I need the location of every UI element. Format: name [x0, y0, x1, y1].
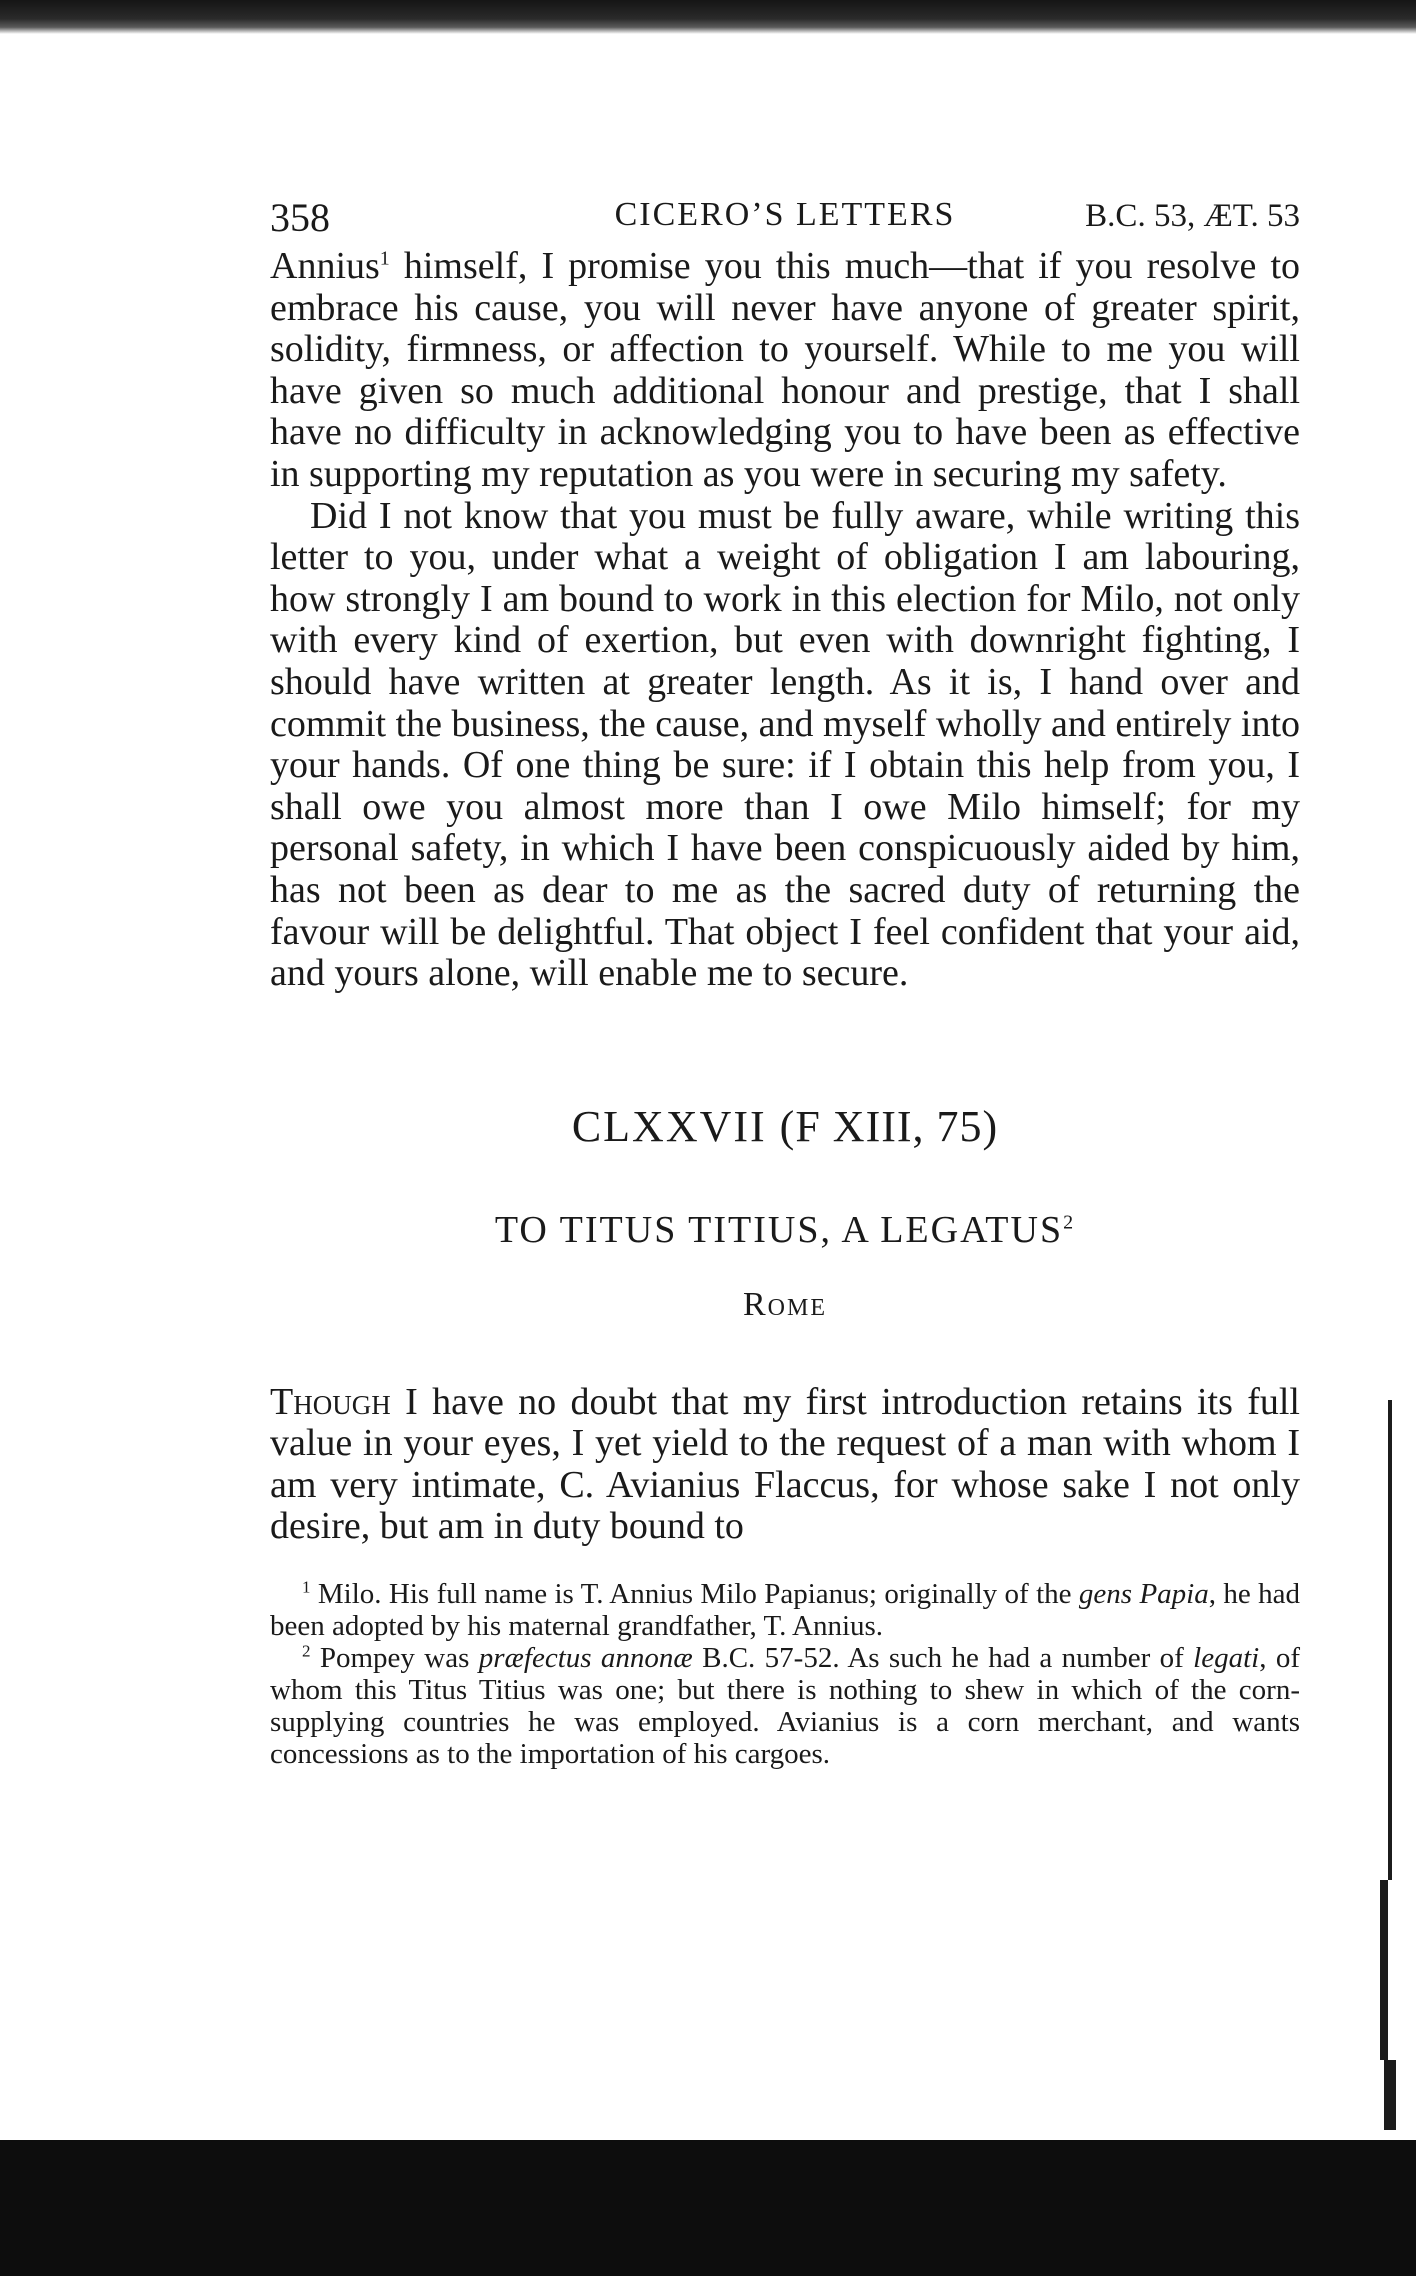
footnote-text: , he had been adopted by his maternal grandfather, T. Annius.: [270, 1578, 1301, 1643]
page-number: 358: [270, 195, 330, 240]
previous-letter-conclusion: [270, 246, 1300, 995]
footnote-italic: legati: [1193, 1642, 1260, 1675]
footnote-text: , of whom this Titus Titius was one; but there is nothing to shew in which of the corn-supplying countries he was employed. Avianius is a corn merchant, and wants concessions as to the importation of his cargoes.: [270, 1642, 1300, 1771]
scan-right-edge-mark: [1380, 1880, 1388, 2060]
letter-place: Rome: [742, 1285, 827, 1323]
letter-recipient: [270, 1208, 1300, 1252]
running-date: B.C. 53, ÆT. 53: [1085, 198, 1300, 234]
footnote-text: Pompey was: [310, 1642, 479, 1675]
footnote-text: B.C. 57-52. As such he had a number of: [692, 1642, 1194, 1675]
footnote-marker: 2: [1063, 1211, 1076, 1234]
paragraph-text: himself, I promise you this much—that if you resolve to embrace his cause, you will never have anyone of greater spirit, solidity, firmness, or affection to yourself. While to me you will have given so much additional honour and prestige, that I shall have no difficulty in acknowledging you to have been as effective in supporting my reputation as you were in securing my safety.: [270, 245, 1300, 495]
paragraph-text: I have no doubt that my first introduction retains its full value in your eyes, I yet yield to the request of a man with whom I am very intimate, C. Avianius Flaccus, for whose sake I not only desire, but am in duty bound to: [270, 1380, 1300, 1548]
footnote-number: 1: [302, 1577, 311, 1597]
paragraph: [270, 246, 1300, 496]
footnote-marker: 1: [379, 247, 390, 270]
footnotes: [270, 1578, 1300, 1770]
running-title: CICERO’S LETTERS: [614, 196, 956, 233]
letter-reference: (F XIII, 75): [779, 1101, 999, 1151]
paragraph-text: Annius: [270, 245, 380, 287]
scan-top-edge: [0, 0, 1416, 34]
footnote-number: 2: [302, 1641, 311, 1661]
footnote-text: Milo. His full name is T. Annius Milo Papianus; originally of the: [310, 1578, 1079, 1611]
footnote-italic: præfectus annonæ: [478, 1642, 693, 1675]
letter-heading: [270, 1101, 1300, 1152]
letter-number: CLXXVII: [571, 1101, 767, 1151]
paragraph: [270, 1382, 1300, 1548]
scan-bottom-edge: [0, 2140, 1416, 2276]
book-page: [270, 190, 1300, 1770]
letter-body: [270, 1382, 1300, 1548]
footnote-italic: gens Papia: [1078, 1578, 1209, 1611]
opening-word: Though: [270, 1380, 391, 1423]
running-head: [270, 190, 1300, 246]
footnote: [270, 1578, 1300, 1642]
recipient-text: TO TITUS TITIUS, A LEGATUS: [494, 1208, 1064, 1251]
footnote: [270, 1642, 1300, 1770]
scan-right-edge-mark: [1388, 1400, 1392, 1880]
paragraph: Did I not know that you must be fully aware, while writing this letter to you, under what a weight of obligation I am labouring, how strongly I am bound to work in this election for Milo, not only with every kind of exertion, but even with downright fighting, I should have written at greater length. As it is, I hand over and commit the business, the cause, and myself wholly and entirely into your hands. Of one thing be sure: if I obtain this help from you, I shall owe you almost more than I owe Milo himself; for my personal safety, in which I have been conspicuously aided by him, has not been as dear to me as the sacred duty of returning the favour will be delightful. That object I feel confident that your aid, and yours alone, will enable me to secure.: [270, 494, 1301, 995]
scan-right-edge-mark: [1384, 2060, 1396, 2130]
